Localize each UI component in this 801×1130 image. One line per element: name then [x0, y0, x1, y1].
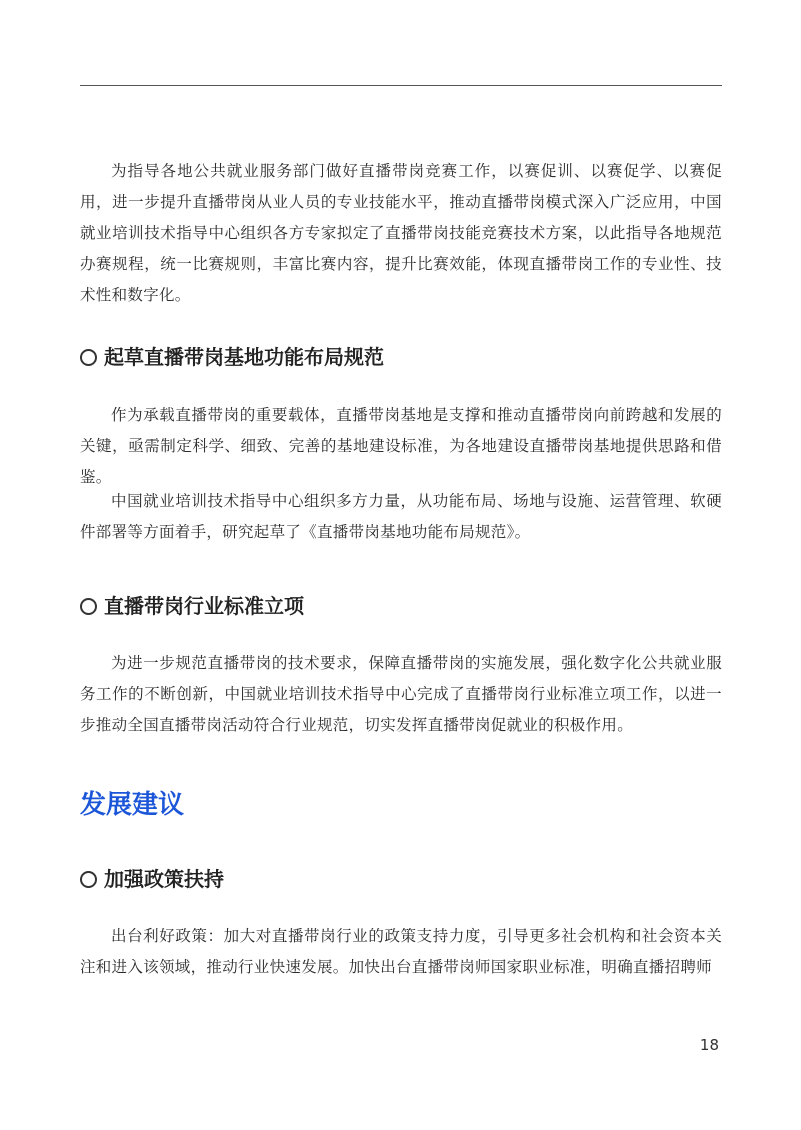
heading-policy-text: 加强政策扶持	[104, 867, 224, 891]
intro-paragraph: 为指导各地公共就业服务部门做好直播带岗竞赛工作，以赛促训、以赛促学、以赛促用，进一步提升直播带岗从业人员的专业技能水平，推动直播带岗模式深入广泛应用，中国就业培训技术指导中心组织各方专家拟定了直播带岗技能竞赛技术方案，以此指导各地规范办赛规程，统一比赛规则，丰富比赛内容，提升比赛效能，体现直播带岗工作的专业性、技术性和数字化。	[80, 162, 722, 304]
header-rule	[80, 85, 722, 86]
heading-policy	[80, 866, 224, 892]
heading-base-layout-text: 起草直播带岗基地功能布局规范	[104, 345, 384, 369]
heading-industry-standard	[80, 593, 304, 619]
base-layout-paragraph-1: 作为承载直播带岗的重要载体，直播带岗基地是支撑和推动直播带岗向前跨越和发展的关键，亟需制定科学、细致、完善的基地建设标准，为各地建设直播带岗基地提供思路和借鉴。	[80, 406, 722, 486]
circle-icon	[80, 871, 97, 888]
circle-icon	[80, 598, 97, 615]
heading-industry-standard-text: 直播带岗行业标准立项	[104, 594, 304, 618]
section-title-suggestions: 发展建议	[80, 790, 185, 820]
heading-base-layout	[80, 344, 384, 370]
policy-paragraph: 出台利好政策：加大对直播带岗行业的政策支持力度，引导更多社会机构和社会资本关注和进入该领域，推动行业快速发展。加快出台直播带岗师国家职业标准，明确直播招聘师	[80, 927, 722, 976]
circle-icon	[80, 349, 97, 366]
page-number: 18	[699, 1036, 719, 1054]
industry-standard-paragraph: 为进一步规范直播带岗的技术要求，保障直播带岗的实施发展，强化数字化公共就业服务工作的不断创新，中国就业培训技术指导中心完成了直播带岗行业标准立项工作，以进一步推动全国直播带岗活动符合行业规范，切实发挥直播带岗促就业的积极作用。	[80, 654, 722, 734]
base-layout-paragraph-2: 中国就业培训技术指导中心组织多方力量，从功能布局、场地与设施、运营管理、软硬件部署等方面着手，研究起草了《直播带岗基地功能布局规范》。	[80, 492, 722, 541]
